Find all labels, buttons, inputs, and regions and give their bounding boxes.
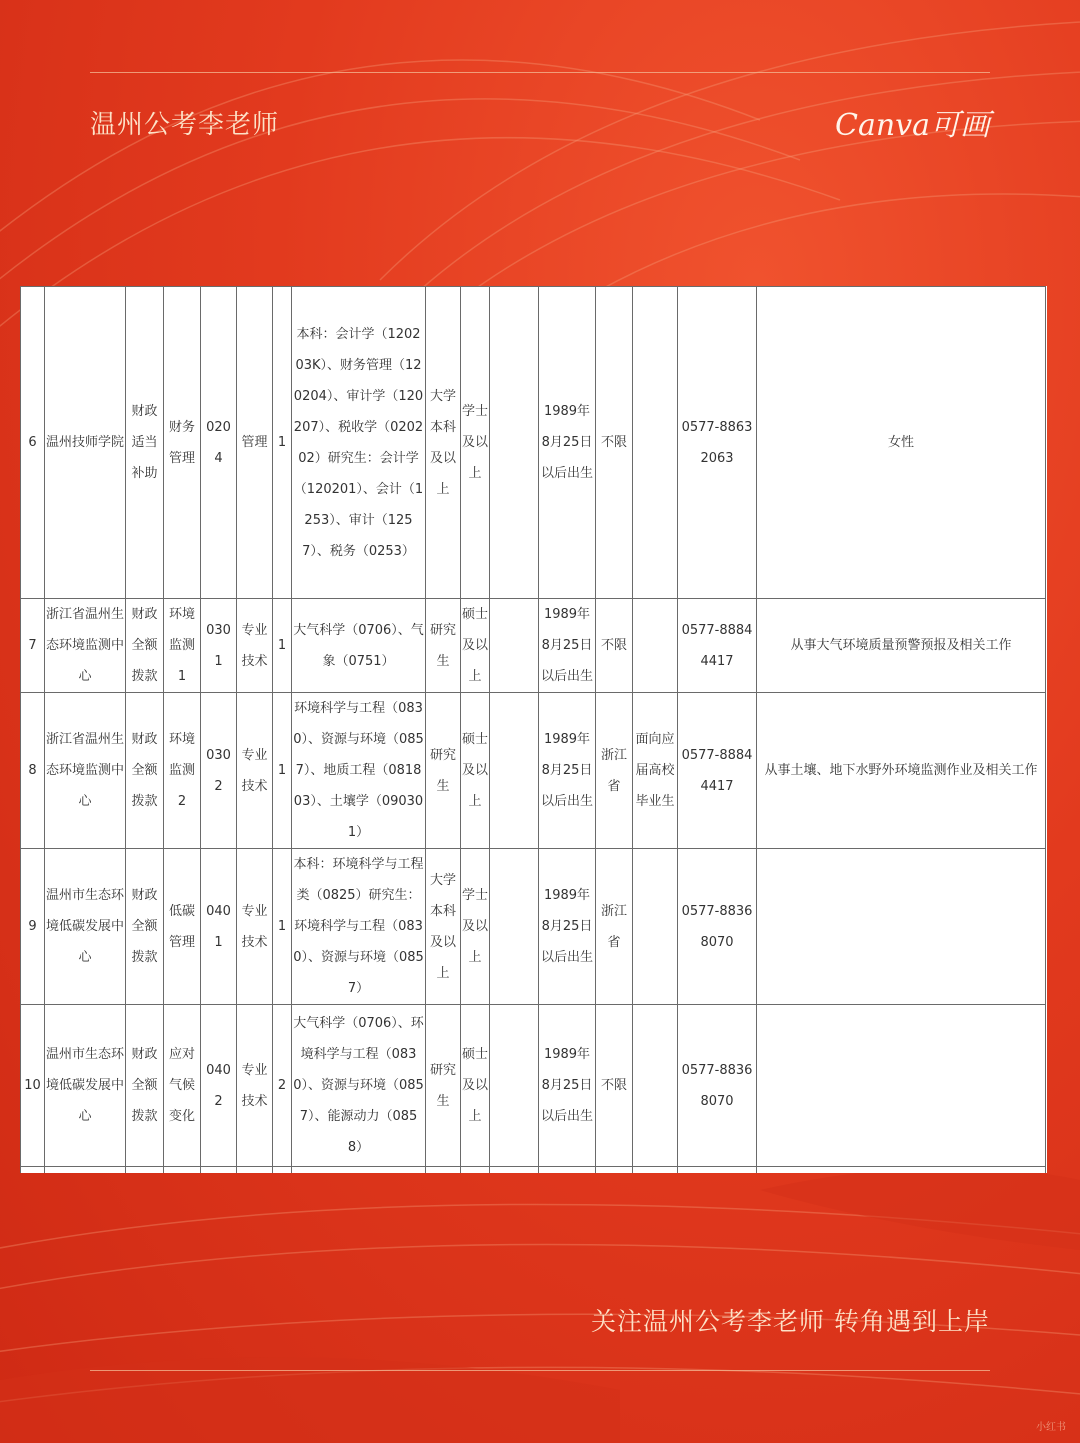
cell-age: 1989年8月25日以后出生 (539, 1005, 596, 1167)
cell-unit: 温州技师学院 (45, 287, 126, 599)
cell-education: 研究生 (426, 599, 461, 693)
cell-no: 10 (21, 1005, 45, 1167)
cell-note: 从事大气环境质量预警预报及相关工作 (757, 599, 1046, 693)
cell-category: 专业技术 (237, 849, 273, 1005)
cell-major: 本科：环境科学与工程类（0825）研究生：环境科学与工程（0830）、资源与环境（0857） (292, 849, 426, 1005)
cell-note (757, 849, 1046, 1005)
cell-category: 专业技术 (237, 599, 273, 693)
cell-education: 大学本科及以上 (426, 287, 461, 599)
cell-code: 0401 (201, 849, 237, 1005)
cell-phone: 0577-88368070 (678, 1005, 757, 1167)
cell-no: 8 (21, 693, 45, 849)
cell-degree: 学士及以上 (461, 287, 490, 599)
job-table-card (20, 286, 1047, 1173)
cell-note (757, 1005, 1046, 1167)
cell-position: 环境监测1 (164, 599, 201, 693)
cell-position: 财务管理 (164, 287, 201, 599)
cell-count: 1 (273, 599, 292, 693)
footer-slogan: 关注温州公考李老师 转角遇到上岸 (591, 1307, 990, 1336)
cell-category: 专业技术 (237, 693, 273, 849)
cell-count: 1 (273, 849, 292, 1005)
cell-category: 专业技术 (237, 1005, 273, 1167)
cell-household: 不限 (596, 287, 633, 599)
cell-degree: 硕士及以上 (461, 1005, 490, 1167)
cell-phone: 0577-88632063 (678, 287, 757, 599)
cell-code: 0204 (201, 287, 237, 599)
cell-phone: 0577-88368070 (678, 849, 757, 1005)
cell-major: 大气科学（0706）、环境科学与工程（0830）、资源与环境（0857）、能源动力（0858） (292, 1005, 426, 1167)
table-row (21, 287, 1046, 599)
cell-other (490, 849, 539, 1005)
cell-household: 浙江省 (596, 693, 633, 849)
table-row (21, 1005, 1046, 1167)
cell-education: 大学本科及以上 (426, 849, 461, 1005)
cell-target (633, 287, 678, 599)
cell-note: 女性 (757, 287, 1046, 599)
cell-education: 研究生 (426, 1005, 461, 1167)
cell-major: 大气科学（0706）、气象（0751） (292, 599, 426, 693)
table-row (21, 693, 1046, 849)
cell-count: 2 (273, 1005, 292, 1167)
table-row (21, 599, 1046, 693)
cell-target (633, 1005, 678, 1167)
cell-unit: 温州市生态环境低碳发展中心 (45, 849, 126, 1005)
cell-position: 环境监测2 (164, 693, 201, 849)
top-divider (90, 72, 990, 73)
cell-degree: 硕士及以上 (461, 693, 490, 849)
canva-logo: Canva可画 (835, 108, 990, 143)
cell-code: 0402 (201, 1005, 237, 1167)
job-table (20, 286, 1046, 1173)
cell-phone: 0577-88844417 (678, 693, 757, 849)
cell-other (490, 599, 539, 693)
table-row (21, 849, 1046, 1005)
cell-target (633, 599, 678, 693)
cell-age: 1989年8月25日以后出生 (539, 599, 596, 693)
cell-other (490, 693, 539, 849)
cell-other (490, 287, 539, 599)
cell-major: 环境科学与工程（0830）、资源与环境（0857）、地质工程（081803）、土壤学（090301） (292, 693, 426, 849)
watermark: 小红书 (1036, 1422, 1066, 1433)
cell-position: 低碳管理 (164, 849, 201, 1005)
cell-position: 应对气候变化 (164, 1005, 201, 1167)
cell-major: 本科：会计学（120203K）、财务管理（120204）、审计学（120207）、税收学（020202）研究生：会计学（120201）、会计（1253）、审计（1257）、税务（0253） (292, 287, 426, 599)
cell-target: 面向应届高校毕业生 (633, 693, 678, 849)
cell-count: 1 (273, 693, 292, 849)
cell-note: 从事土壤、地下水野外环境监测作业及相关工作 (757, 693, 1046, 849)
cell-code: 0302 (201, 693, 237, 849)
cell-age: 1989年8月25日以后出生 (539, 287, 596, 599)
brand-title: 温州公考李老师 (90, 110, 280, 140)
cell-other (490, 1005, 539, 1167)
cell-funding: 财政适当补助 (126, 287, 164, 599)
cell-age: 1989年8月25日以后出生 (539, 849, 596, 1005)
cell-household: 浙江省 (596, 849, 633, 1005)
cell-no: 6 (21, 287, 45, 599)
cell-household: 不限 (596, 599, 633, 693)
cell-unit: 温州市生态环境低碳发展中心 (45, 1005, 126, 1167)
cell-education: 研究生 (426, 693, 461, 849)
cell-code: 0301 (201, 599, 237, 693)
cell-degree: 硕士及以上 (461, 599, 490, 693)
cell-no: 9 (21, 849, 45, 1005)
cell-household: 不限 (596, 1005, 633, 1167)
cell-no: 7 (21, 599, 45, 693)
cell-funding: 财政全额拨款 (126, 693, 164, 849)
cell-age: 1989年8月25日以后出生 (539, 693, 596, 849)
cell-unit: 浙江省温州生态环境监测中心 (45, 599, 126, 693)
cell-unit: 浙江省温州生态环境监测中心 (45, 693, 126, 849)
cell-count: 1 (273, 287, 292, 599)
cell-funding: 财政全额拨款 (126, 849, 164, 1005)
cell-funding: 财政全额拨款 (126, 599, 164, 693)
cell-degree: 学士及以上 (461, 849, 490, 1005)
bottom-divider (90, 1370, 990, 1371)
table-row-cutoff (21, 1167, 1046, 1174)
cell-target (633, 849, 678, 1005)
cell-category: 管理 (237, 287, 273, 599)
cell-phone: 0577-88844417 (678, 599, 757, 693)
cell-funding: 财政全额拨款 (126, 1005, 164, 1167)
